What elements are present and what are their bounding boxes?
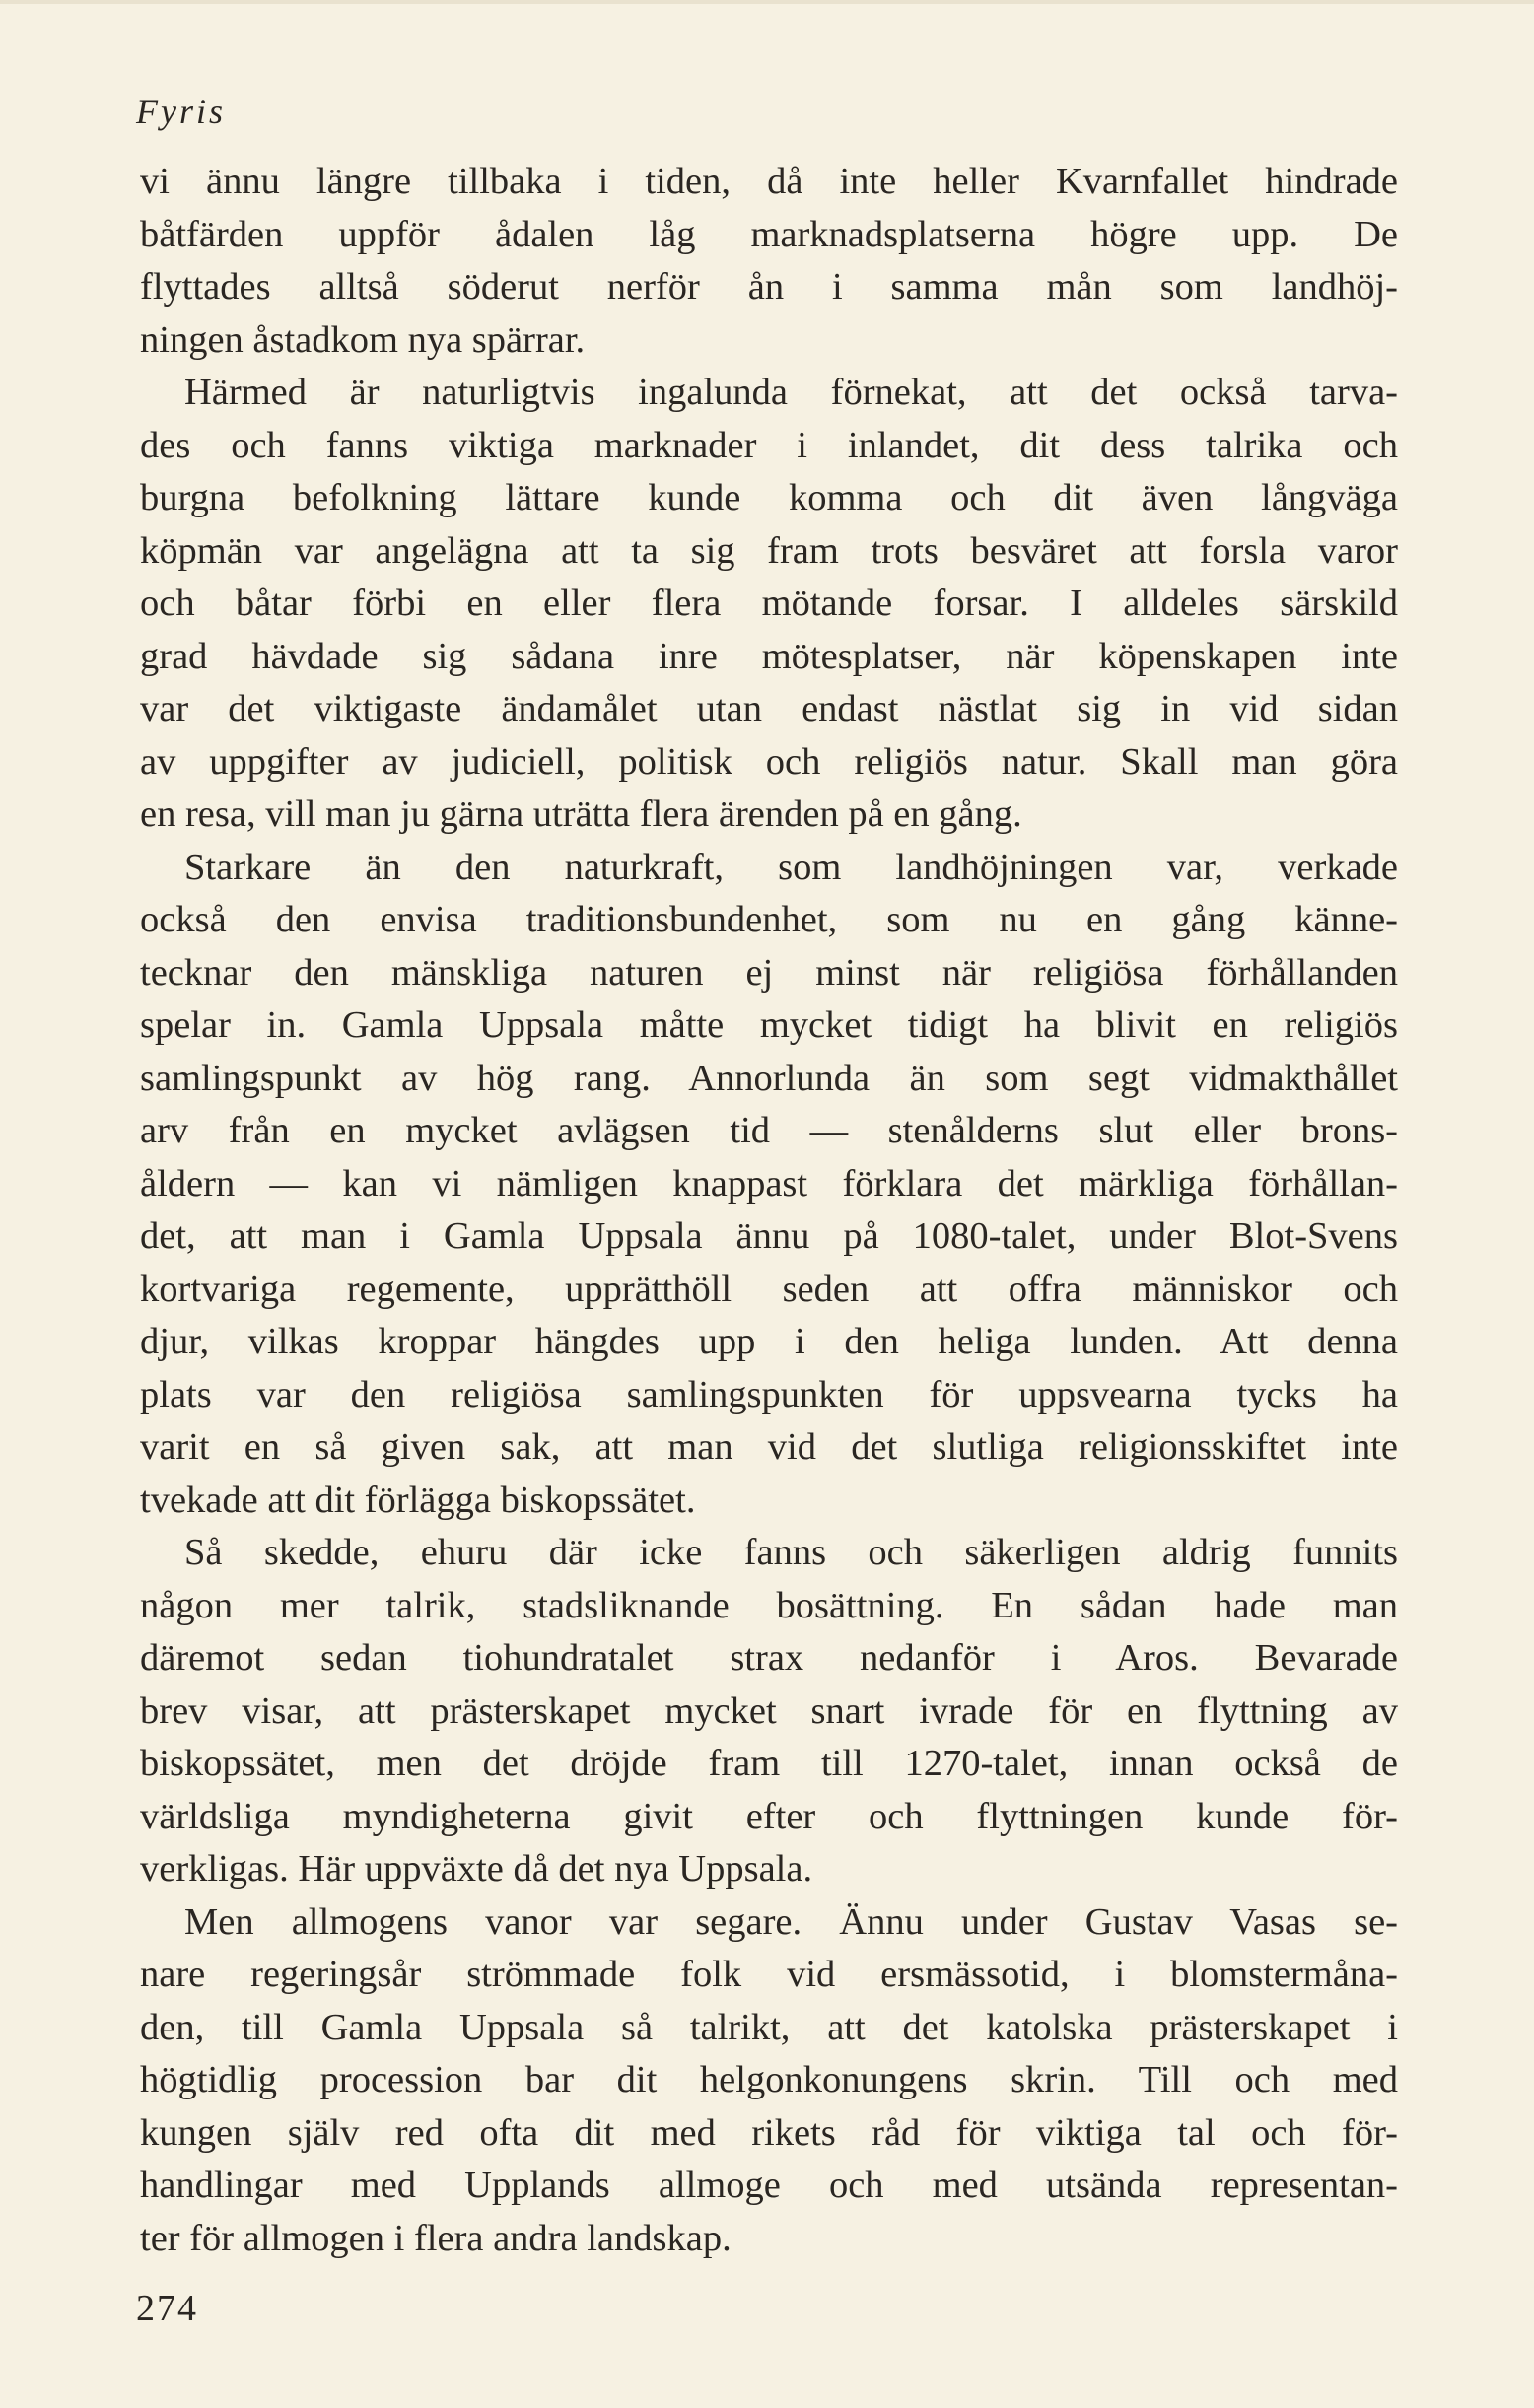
text-line: tvekade att dit förlägga biskopssätet. — [140, 1479, 696, 1521]
running-head: Fyris — [136, 92, 226, 131]
text-line: nare regeringsår strömmade folk vid ersmässotid, i blomstermåna- — [140, 1954, 1398, 1995]
text-line: Starkare än den naturkraft, som landhöjningen var, verkade — [184, 846, 1398, 888]
text-line: handlingar med Upplands allmoge och med utsända representan- — [140, 2165, 1398, 2206]
text-line: ningen åstadkom nya spärrar. — [140, 318, 586, 361]
text-line: av uppgifter av judiciell, politisk och religiös natur. Skall man göra — [140, 740, 1398, 783]
text-line: båtfärden uppför ådalen låg marknadsplatserna högre upp. De — [140, 213, 1398, 255]
body-text — [140, 156, 1398, 2265]
text-line: des och fanns viktiga marknader i inlandet, dit dess talrika och — [140, 424, 1398, 466]
text-line: däremot sedan tiohundratalet strax nedanför i Aros. Bevarade — [140, 1637, 1398, 1679]
text-line: det, att man i Gamla Uppsala ännu på 1080-talet, under Blot-Svens — [140, 1215, 1398, 1257]
text-line: kortvariga regemente, upprätthöll seden att offra människor och — [140, 1268, 1398, 1310]
text-line: vi ännu längre tillbaka i tiden, då inte heller Kvarnfallet hindrade — [140, 161, 1398, 202]
text-line: var det viktigaste ändamålet utan endast nästlat sig in vid sidan — [140, 688, 1398, 729]
text-line: flyttades alltså söderut nerför ån i samma mån som landhöj- — [140, 266, 1398, 308]
text-line: plats var den religiösa samlingspunkten för uppsvearna tycks ha — [140, 1373, 1398, 1415]
text-line: brev visar, att prästerskapet mycket snart ivrade för en flyttning av — [140, 1689, 1398, 1732]
text-line: också den envisa traditionsbundenhet, som nu en gång känne- — [140, 899, 1398, 940]
text-line: grad hävdade sig sådana inre mötesplatser, när köpenskapen inte — [140, 635, 1398, 677]
text-line: djur, vilkas kroppar hängdes upp i den heliga lunden. Att denna — [140, 1321, 1398, 1362]
page-number: 274 — [136, 2288, 198, 2329]
text-line: Så skedde, ehuru där icke fanns och säkerligen aldrig funnits — [184, 1532, 1398, 1573]
text-line: högtidlig procession bar dit helgonkonungens skrin. Till och med — [140, 2059, 1398, 2100]
text-line: någon mer talrik, stadsliknande bosättning. En sådan hade man — [140, 1584, 1398, 1626]
text-line: verkligas. Här uppväxte då det nya Uppsala. — [140, 1848, 813, 1890]
text-line: och båtar förbi en eller flera mötande forsar. I alldeles särskild — [140, 583, 1398, 624]
text-line: världsliga myndigheterna givit efter och flyttningen kunde för- — [140, 1795, 1398, 1837]
text-line: biskopssätet, men det dröjde fram till 1270-talet, innan också de — [140, 1743, 1398, 1784]
text-line: burgna befolkning lättare kunde komma och dit även långväga — [140, 477, 1398, 518]
text-line: ter för allmogen i flera andra landskap. — [140, 2217, 732, 2259]
text-line: samlingspunkt av hög rang. Annorlunda än som segt vidmakthållet — [140, 1057, 1398, 1099]
text-line: åldern — kan vi nämligen knappast förklara det märkliga förhållan- — [140, 1162, 1398, 1204]
page-top-edge — [0, 0, 1534, 4]
text-line: Men allmogens vanor var segare. Ännu under Gustav Vasas se- — [184, 1900, 1398, 1943]
text-line: spelar in. Gamla Uppsala måtte mycket tidigt ha blivit en religiös — [140, 1004, 1398, 1046]
text-line: tecknar den mänskliga naturen ej minst när religiösa förhållanden — [140, 951, 1398, 994]
text-line: arv från en mycket avlägsen tid — stenålderns slut eller brons- — [140, 1110, 1398, 1151]
text-line: en resa, vill man ju gärna uträtta flera ärenden på en gång. — [140, 793, 1022, 835]
text-line: den, till Gamla Uppsala så talrikt, att det katolska prästerskapet i — [140, 2006, 1398, 2048]
text-line: köpmän var angelägna att ta sig fram trots besväret att forsla varor — [140, 529, 1398, 572]
text-line: kungen själv red ofta dit med rikets råd för viktiga tal och för- — [140, 2111, 1398, 2154]
text-line: Härmed är naturligtvis ingalunda förnekat, att det också tarva- — [184, 372, 1398, 413]
text-line: varit en så given sak, att man vid det slutliga religionsskiftet inte — [140, 1426, 1398, 1468]
